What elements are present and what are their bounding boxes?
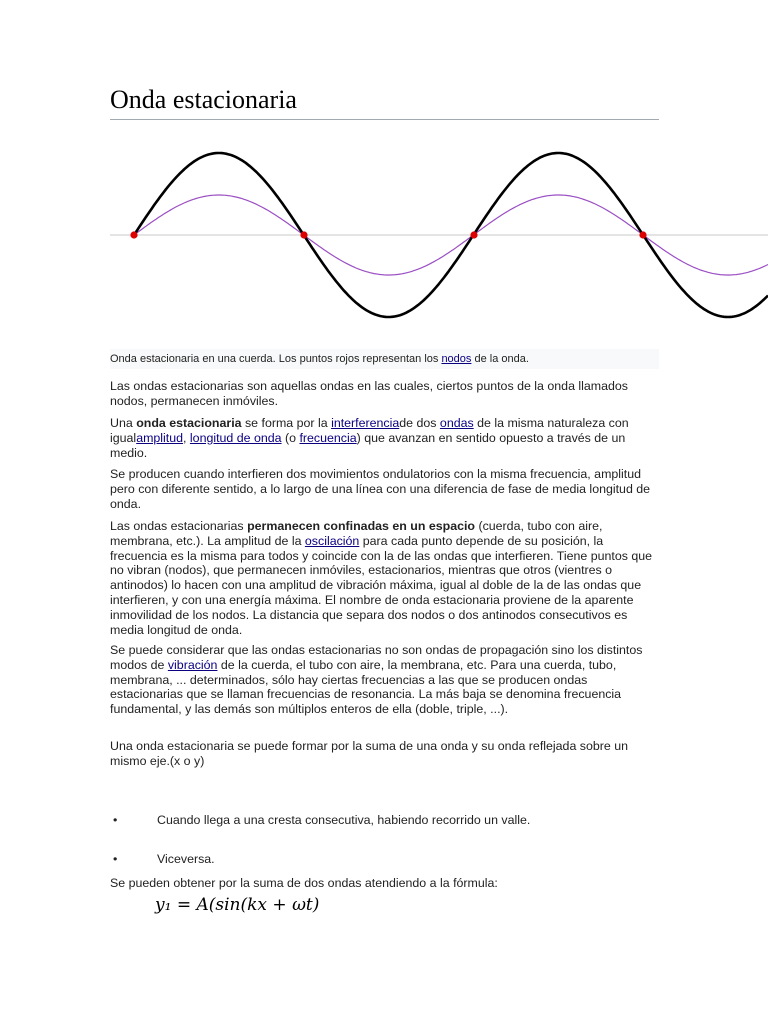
oscilacion-link[interactable]: oscilación (304, 533, 360, 548)
frecuencia-link[interactable]: frecuencia (299, 430, 357, 445)
standing-wave-diagram (110, 138, 768, 338)
standing-wave-figure (110, 138, 768, 338)
paragraph-confinement: Las ondas estacionarias permanecen confinadas en un espacio (cuerda, tubo con aire, membrana, etc.). La amplitud de la oscilación para cada punto depende de su posición, la frecuencia es la misma para todos y coincide con la de las ondas que interfieren. Tiene puntos que no vibran (nodos), que permanecen inmóviles, estacionarios, mientras que otros (vientres o antinodos) lo hacen con una amplitud de vibración máxima, igual al doble de la de las ondas que interfieren, y con una energía máxima. El nombre de onda estacionaria proviene de la aparente inmovilidad de los nodos. La distancia que separa dos nodos o dos antinodos consecutivos es media longitud de onda. (110, 519, 653, 637)
paragraph-production: Se producen cuando interfieren dos movimientos ondulatorios con la misma frecuencia, amplitud pero con diferente sentido, a lo largo de una línea con una diferencia de fase de media longitud de onda. (110, 467, 651, 511)
figure-caption (110, 349, 659, 369)
paragraph-definition: Una onda estacionaria se forma por la interferenciade dos ondas de la misma naturaleza con igualamplitud, longitud de onda (o frecuencia) que avanzan en sentido opuesto a través de un medio. (110, 416, 629, 460)
page-title: Onda estacionaria (110, 84, 659, 120)
bold-term: onda estacionaria (136, 416, 242, 430)
node-point (639, 231, 646, 238)
node-point (470, 231, 477, 238)
nodos-link[interactable]: nodos (441, 353, 472, 365)
caption-text-end: de la onda. (471, 353, 529, 365)
longitud-de-onda-link[interactable]: longitud de onda (189, 430, 282, 445)
node-point (130, 231, 137, 238)
bullet-marker: • (113, 813, 118, 827)
node-point (300, 231, 307, 238)
paragraph-formula-intro: Se pueden obtener por la suma de dos ondas atendiendo a la fórmula: (110, 876, 498, 890)
formula: y₁ = A(sin(kx + ωt) (155, 895, 320, 915)
caption-text: Onda estacionaria en una cuerda. Los puntos rojos representan los (110, 353, 442, 365)
ondas-link[interactable]: ondas (439, 416, 474, 430)
list-item: Cuando llega a una cresta consecutiva, habiendo recorrido un valle. (157, 813, 531, 827)
amplitud-link[interactable]: amplitud (136, 430, 184, 445)
paragraph-reflection: Una onda estacionaria se puede formar por la suma de una onda y su onda reflejada sobre un mismo eje.(x o y) (110, 739, 628, 768)
interferencia-link[interactable]: interferencia (331, 416, 400, 430)
vibracion-link[interactable]: vibración (167, 657, 218, 672)
paragraph-intro: Las ondas estacionarias son aquellas ondas en las cuales, ciertos puntos de la onda llamados nodos, permanecen inmóviles. (110, 379, 628, 408)
list-item: Viceversa. (157, 852, 215, 866)
bullet-marker: • (113, 852, 118, 866)
bold-term: permanecen confinadas en un espacio (247, 519, 475, 533)
paragraph-modes: Se puede considerar que las ondas estacionarias no son ondas de propagación sino los distintos modos de vibración de la cuerda, el tubo con aire, la membrana, etc. Para una cuerda, tubo, membrana, ... determinados, sólo hay ciertas frecuencias a las que se producen ondas estacionarias que se llaman frecuencias de resonancia. La más baja se denomina frecuencia fundamental, y las demás son múltiplos enteros de ella (doble, triple, ...). (110, 643, 643, 717)
